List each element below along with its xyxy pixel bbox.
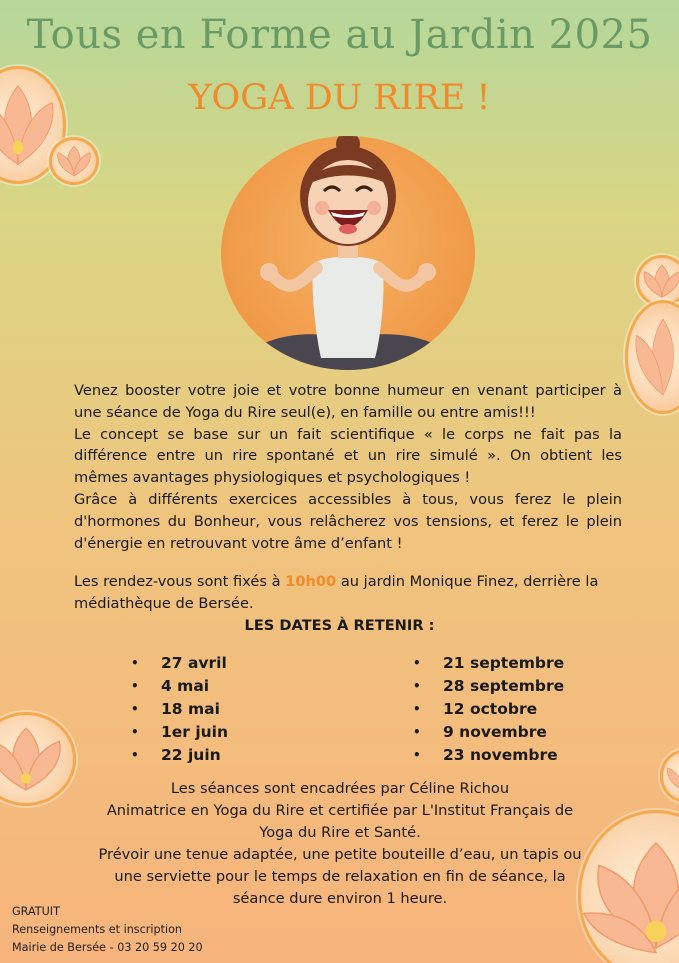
bullet-icon: • bbox=[131, 656, 139, 670]
closing-line: Les séances sont encadrées par Céline Richou bbox=[170, 780, 510, 797]
session-time: 10h00 bbox=[285, 573, 337, 590]
closing-text bbox=[90, 778, 590, 910]
bullet-icon: • bbox=[413, 679, 421, 693]
bullet-icon: • bbox=[413, 702, 421, 716]
intro-text bbox=[74, 380, 622, 554]
lotus-flower-icon bbox=[660, 750, 679, 802]
bullet-icon: • bbox=[131, 748, 139, 762]
rendezvous-after: au jardin Monique Finez, derrière la médiathèque de Bersée. bbox=[74, 573, 599, 612]
list-item: • 28 septembre bbox=[413, 675, 564, 698]
info-label: Renseignements et inscription bbox=[12, 923, 183, 936]
list-item: • 21 septembre bbox=[413, 652, 564, 675]
rendezvous-before: Les rendez-vous sont fixés à bbox=[74, 573, 286, 590]
list-item: • 18 mai bbox=[131, 698, 228, 721]
page-subtitle: YOGA DU RIRE ! bbox=[188, 78, 491, 118]
list-item: • 4 mai bbox=[131, 675, 228, 698]
dates-list-left bbox=[131, 652, 228, 767]
closing-line: Prévoir une tenue adaptée, une petite bouteille d’eau, un tapis ou une serviette pour le temps de relaxation en fin de séance, la séance dure environ 1 heure. bbox=[98, 846, 582, 907]
page-title: Tous en Forme au Jardin 2025 bbox=[26, 12, 653, 58]
bullet-icon: • bbox=[131, 702, 139, 716]
list-item: • 27 avril bbox=[131, 652, 228, 675]
bullet-icon: • bbox=[413, 656, 421, 670]
intro-paragraph: Grâce à différents exercices accessibles à tous, vous ferez le plein d'hormones du Bonheur, vous relâcherez vos tensions, et ferez le plein d'énergie en retrouvant votre âme d’enfant ! bbox=[74, 490, 622, 552]
list-item: • 12 octobre bbox=[413, 698, 564, 721]
laughing-woman-meditating-illustration bbox=[221, 136, 475, 370]
list-item: • 9 novembre bbox=[413, 721, 564, 744]
bullet-icon: • bbox=[413, 748, 421, 762]
footer bbox=[12, 903, 203, 957]
rendezvous-text bbox=[74, 571, 622, 615]
lotus-flower-icon bbox=[636, 255, 679, 307]
bullet-icon: • bbox=[131, 679, 139, 693]
lotus-flower-icon bbox=[578, 810, 679, 963]
bullet-icon: • bbox=[131, 725, 139, 739]
lotus-flower-icon bbox=[49, 137, 99, 185]
dates-heading: LES DATES À RETENIR : bbox=[244, 617, 435, 634]
dates-list-right bbox=[413, 652, 564, 767]
list-item: • 23 novembre bbox=[413, 744, 564, 767]
list-item: • 22 juin bbox=[131, 744, 228, 767]
closing-line: Animatrice en Yoga du Rire et certifiée par L'Institut Français de Yoga du Rire et Santé. bbox=[106, 802, 574, 841]
contact-label: Mairie de Bersée - 03 20 59 20 20 bbox=[12, 941, 203, 954]
intro-paragraph: Venez booster votre joie et votre bonne humeur en venant participer à une séance de Yoga du Rire seul(e), en famille ou entre amis!!! bbox=[74, 382, 622, 421]
list-item: • 1er juin bbox=[131, 721, 228, 744]
lotus-flower-icon bbox=[625, 300, 679, 414]
intro-paragraph: Le concept se base sur un fait scientifique « le corps ne fait pas la différence entre un rire spontané et un rire simulé ». On obtient les mêmes avantages physiologiques et psychologiques ! bbox=[74, 425, 622, 487]
bullet-icon: • bbox=[413, 725, 421, 739]
price-label: GRATUIT bbox=[12, 905, 60, 918]
lotus-flower-icon bbox=[0, 712, 76, 806]
